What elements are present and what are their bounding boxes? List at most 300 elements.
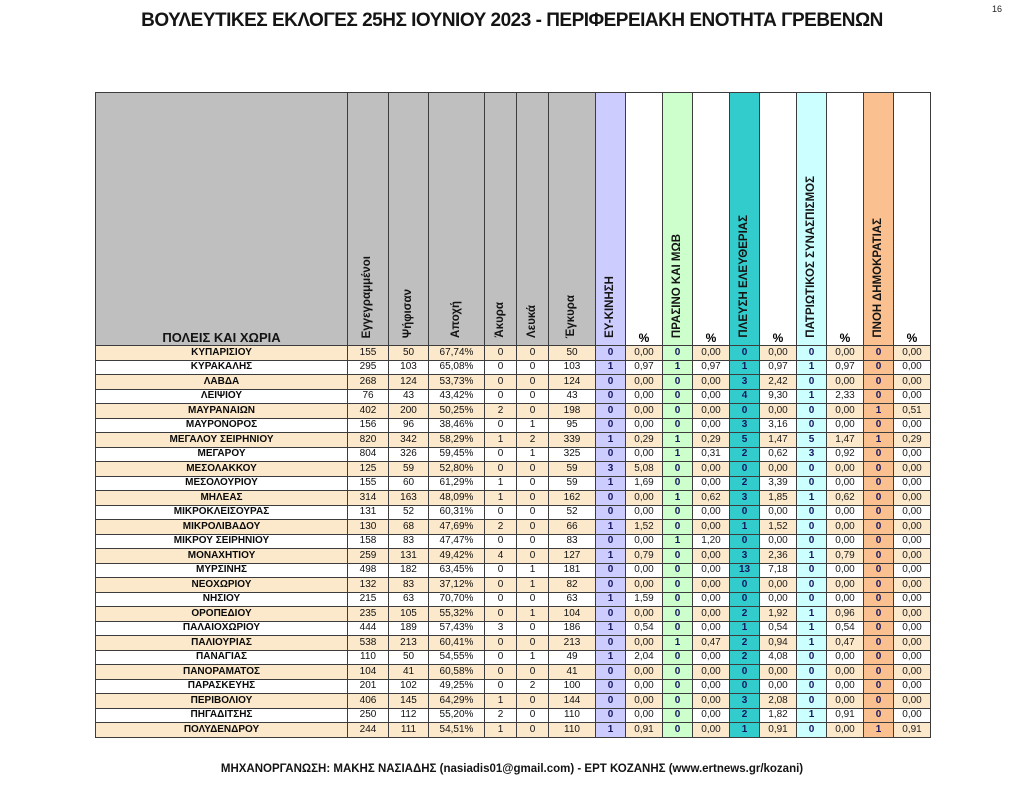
party-percent-cell: 0,29 <box>894 433 931 448</box>
stat-value-cell: 1 <box>517 447 549 462</box>
stat-value-cell: 102 <box>389 679 429 694</box>
party-percent-cell: 0,00 <box>894 360 931 375</box>
party-votes-cell: 0 <box>797 476 827 491</box>
city-name-cell: ΠΟΛΥΔΕΝΔΡΟΥ <box>96 723 348 738</box>
table-row <box>96 505 931 520</box>
party-percent-cell: 0,00 <box>827 404 864 419</box>
stat-value-cell: 1 <box>517 650 549 665</box>
party-votes-cell: 0 <box>596 636 626 651</box>
stat-value-cell: 63,45% <box>429 563 485 578</box>
stat-value-cell: 60 <box>389 476 429 491</box>
stat-value-cell: 110 <box>549 708 596 723</box>
stat-value-cell: 0 <box>485 447 517 462</box>
table-row <box>96 607 931 622</box>
stat-value-cell: 53,73% <box>429 375 485 390</box>
stat-value-cell: 0 <box>517 462 549 477</box>
stat-value-cell: 155 <box>348 476 389 491</box>
party-percent-cell: 0,00 <box>894 549 931 564</box>
stat-value-cell: 103 <box>389 360 429 375</box>
stat-value-cell: 820 <box>348 433 389 448</box>
party-percent-cell: 0,00 <box>626 505 663 520</box>
table-row <box>96 723 931 738</box>
party-votes-cell: 0 <box>663 694 693 709</box>
stat-value-cell: 60,31% <box>429 505 485 520</box>
city-name-cell: ΜΗΛΕΑΣ <box>96 491 348 506</box>
col-header-party <box>730 93 760 346</box>
col-header-party <box>596 93 626 346</box>
party-percent-cell: 0,97 <box>760 360 797 375</box>
page-title: ΒΟΥΛΕΥΤΙΚΕΣ ΕΚΛΟΓΕΣ 25ΗΣ ΙΟΥΝΙΟΥ 2023 - ΠΕΡΙΦΕΡΕΙΑΚΗ ΕΝΟΤΗΤΑ ΓΡΕΒΕΝΩΝ <box>141 10 883 31</box>
party-votes-cell: 0 <box>596 491 626 506</box>
party-votes-cell: 0 <box>663 375 693 390</box>
city-name-cell: ΜΟΝΑΧΗΤΙΟΥ <box>96 549 348 564</box>
stat-value-cell: 76 <box>348 389 389 404</box>
stat-value-cell: 111 <box>389 723 429 738</box>
party-percent-cell: 0,00 <box>894 607 931 622</box>
party-percent-cell: 0,91 <box>760 723 797 738</box>
party-percent-cell: 0,00 <box>693 375 730 390</box>
party-votes-cell: 1 <box>596 360 626 375</box>
party-votes-cell: 0 <box>663 723 693 738</box>
city-name-cell: ΚΥΠΑΡΙΣΙΟΥ <box>96 346 348 361</box>
party-percent-cell: 0,91 <box>827 708 864 723</box>
col-header-party-label: ΠΑΤΡΙΩΤΙΚΟΣ ΣΥΝΑΣΠΙΣΜΟΣ <box>804 176 817 338</box>
party-percent-cell: 0,00 <box>827 578 864 593</box>
party-percent-cell: 0,00 <box>760 679 797 694</box>
party-votes-cell: 0 <box>864 636 894 651</box>
city-name-cell: ΟΡΟΠΕΔΙΟΥ <box>96 607 348 622</box>
city-name-cell: ΜΥΡΣΙΝΗΣ <box>96 563 348 578</box>
party-percent-cell: 4,08 <box>760 650 797 665</box>
party-percent-cell: 0,00 <box>626 636 663 651</box>
stat-value-cell: 2 <box>485 520 517 535</box>
stat-value-cell: 295 <box>348 360 389 375</box>
table-row <box>96 708 931 723</box>
party-percent-cell: 0,00 <box>693 418 730 433</box>
party-votes-cell: 0 <box>596 375 626 390</box>
party-votes-cell: 0 <box>596 346 626 361</box>
stat-value-cell: 0 <box>517 360 549 375</box>
party-votes-cell: 0 <box>663 389 693 404</box>
table-row <box>96 433 931 448</box>
stat-value-cell: 1 <box>485 491 517 506</box>
party-votes-cell: 0 <box>797 505 827 520</box>
stat-value-cell: 124 <box>389 375 429 390</box>
party-percent-cell: 0,79 <box>827 549 864 564</box>
stat-value-cell: 130 <box>348 520 389 535</box>
party-percent-cell: 0,00 <box>827 563 864 578</box>
party-votes-cell: 2 <box>730 447 760 462</box>
stat-value-cell: 64,29% <box>429 694 485 709</box>
stat-value-cell: 0 <box>517 375 549 390</box>
party-votes-cell: 1 <box>596 520 626 535</box>
party-votes-cell: 3 <box>730 418 760 433</box>
party-votes-cell: 0 <box>864 694 894 709</box>
party-percent-cell: 3,16 <box>760 418 797 433</box>
stat-value-cell: 3 <box>485 621 517 636</box>
stat-value-cell: 235 <box>348 607 389 622</box>
party-percent-cell: 0,00 <box>626 404 663 419</box>
party-percent-cell: 1,52 <box>760 520 797 535</box>
stat-value-cell: 0 <box>485 360 517 375</box>
stat-value-cell: 0 <box>517 592 549 607</box>
col-header-percent: % <box>626 93 663 346</box>
party-percent-cell: 1,20 <box>693 534 730 549</box>
party-votes-cell: 0 <box>596 607 626 622</box>
party-percent-cell: 0,00 <box>827 665 864 680</box>
table-header-row <box>96 93 931 346</box>
party-votes-cell: 1 <box>596 621 626 636</box>
table-row <box>96 389 931 404</box>
party-votes-cell: 0 <box>596 563 626 578</box>
stat-value-cell: 314 <box>348 491 389 506</box>
party-votes-cell: 0 <box>730 346 760 361</box>
stat-value-cell: 0 <box>485 346 517 361</box>
city-name-cell: ΜΕΓΑΡΟΥ <box>96 447 348 462</box>
stat-value-cell: 104 <box>549 607 596 622</box>
col-header-party-label: ΠΝΟΗ ΔΗΜΟΚΡΑΤΙΑΣ <box>871 218 884 338</box>
party-votes-cell: 0 <box>730 578 760 593</box>
party-percent-cell: 0,91 <box>626 723 663 738</box>
party-votes-cell: 0 <box>797 346 827 361</box>
party-percent-cell: 0,97 <box>626 360 663 375</box>
stat-value-cell: 95 <box>549 418 596 433</box>
stat-value-cell: 213 <box>549 636 596 651</box>
party-percent-cell: 0,00 <box>693 694 730 709</box>
col-header-stat-label: Αποχή <box>449 300 462 338</box>
city-name-cell: ΛΑΒΔΑ <box>96 375 348 390</box>
city-name-cell: ΜΙΚΡΟΚΛΕΙΣΟΥΡΑΣ <box>96 505 348 520</box>
party-votes-cell: 3 <box>730 375 760 390</box>
stat-value-cell: 0 <box>485 607 517 622</box>
party-votes-cell: 0 <box>663 549 693 564</box>
table-row <box>96 462 931 477</box>
party-votes-cell: 0 <box>864 665 894 680</box>
party-percent-cell: 0,97 <box>827 360 864 375</box>
table-row <box>96 447 931 462</box>
party-votes-cell: 1 <box>797 621 827 636</box>
party-percent-cell: 0,00 <box>760 534 797 549</box>
stat-value-cell: 0 <box>485 679 517 694</box>
party-votes-cell: 1 <box>797 360 827 375</box>
stat-value-cell: 43 <box>549 389 596 404</box>
col-header-percent: % <box>693 93 730 346</box>
party-percent-cell: 0,00 <box>693 389 730 404</box>
party-percent-cell: 0,00 <box>626 447 663 462</box>
stat-value-cell: 0 <box>517 723 549 738</box>
party-votes-cell: 1 <box>730 723 760 738</box>
party-votes-cell: 0 <box>864 360 894 375</box>
stat-value-cell: 0 <box>517 665 549 680</box>
party-percent-cell: 0,00 <box>626 375 663 390</box>
stat-value-cell: 37,12% <box>429 578 485 593</box>
stat-value-cell: 60,58% <box>429 665 485 680</box>
party-votes-cell: 0 <box>663 665 693 680</box>
party-votes-cell: 0 <box>864 708 894 723</box>
party-votes-cell: 0 <box>596 578 626 593</box>
stat-value-cell: 0 <box>485 505 517 520</box>
party-percent-cell: 0,00 <box>693 563 730 578</box>
col-header-stat <box>517 93 549 346</box>
party-percent-cell: 2,08 <box>760 694 797 709</box>
stat-value-cell: 110 <box>348 650 389 665</box>
party-percent-cell: 0,00 <box>760 346 797 361</box>
party-votes-cell: 3 <box>730 549 760 564</box>
party-votes-cell: 0 <box>730 679 760 694</box>
stat-value-cell: 0 <box>517 346 549 361</box>
party-percent-cell: 0,00 <box>894 346 931 361</box>
party-votes-cell: 0 <box>596 694 626 709</box>
party-percent-cell: 3,39 <box>760 476 797 491</box>
party-votes-cell: 0 <box>663 650 693 665</box>
party-percent-cell: 1,82 <box>760 708 797 723</box>
stat-value-cell: 0 <box>485 375 517 390</box>
party-votes-cell: 0 <box>730 505 760 520</box>
stat-value-cell: 132 <box>348 578 389 593</box>
stat-value-cell: 0 <box>517 708 549 723</box>
col-header-stat-label: Εγγεγραμμένοι <box>361 255 374 338</box>
party-percent-cell: 0,00 <box>894 665 931 680</box>
party-votes-cell: 0 <box>797 404 827 419</box>
party-votes-cell: 0 <box>730 462 760 477</box>
stat-value-cell: 66 <box>549 520 596 535</box>
party-percent-cell: 0,00 <box>827 375 864 390</box>
stat-value-cell: 215 <box>348 592 389 607</box>
party-percent-cell: 0,00 <box>626 346 663 361</box>
party-percent-cell: 0,96 <box>827 607 864 622</box>
stat-value-cell: 49,25% <box>429 679 485 694</box>
party-votes-cell: 5 <box>730 433 760 448</box>
stat-value-cell: 186 <box>549 621 596 636</box>
party-percent-cell: 0,00 <box>626 708 663 723</box>
table-row <box>96 650 931 665</box>
party-votes-cell: 0 <box>663 592 693 607</box>
stat-value-cell: 131 <box>348 505 389 520</box>
party-percent-cell: 0,00 <box>827 346 864 361</box>
party-percent-cell: 0,54 <box>626 621 663 636</box>
party-percent-cell: 0,00 <box>827 650 864 665</box>
stat-value-cell: 50 <box>549 346 596 361</box>
stat-value-cell: 0 <box>485 578 517 593</box>
col-header-party <box>797 93 827 346</box>
stat-value-cell: 325 <box>549 447 596 462</box>
city-name-cell: ΜΕΣΟΛΑΚΚΟΥ <box>96 462 348 477</box>
table-row <box>96 592 931 607</box>
party-percent-cell: 0,00 <box>626 418 663 433</box>
party-votes-cell: 0 <box>797 694 827 709</box>
stat-value-cell: 63 <box>549 592 596 607</box>
party-votes-cell: 1 <box>596 723 626 738</box>
party-percent-cell: 0,00 <box>894 636 931 651</box>
city-name-cell: ΝΗΣΙΟΥ <box>96 592 348 607</box>
stat-value-cell: 48,09% <box>429 491 485 506</box>
stat-value-cell: 57,43% <box>429 621 485 636</box>
table-row <box>96 346 931 361</box>
table-row <box>96 665 931 680</box>
party-percent-cell: 0,00 <box>827 694 864 709</box>
party-percent-cell: 0,00 <box>827 476 864 491</box>
party-percent-cell: 0,00 <box>693 592 730 607</box>
party-votes-cell: 13 <box>730 563 760 578</box>
party-votes-cell: 0 <box>663 462 693 477</box>
table-row <box>96 375 931 390</box>
party-votes-cell: 0 <box>663 563 693 578</box>
party-percent-cell: 0,29 <box>693 433 730 448</box>
col-header-stat <box>549 93 596 346</box>
table-row <box>96 476 931 491</box>
stat-value-cell: 4 <box>485 549 517 564</box>
table-row <box>96 621 931 636</box>
col-header-party-label: ΠΛΕΥΣΗ ΕΛΕΥΘΕΡΙΑΣ <box>737 215 750 338</box>
table-row <box>96 520 931 535</box>
stat-value-cell: 65,08% <box>429 360 485 375</box>
stat-value-cell: 59 <box>549 462 596 477</box>
stat-value-cell: 250 <box>348 708 389 723</box>
party-votes-cell: 0 <box>864 462 894 477</box>
party-votes-cell: 0 <box>864 346 894 361</box>
party-votes-cell: 0 <box>663 621 693 636</box>
party-votes-cell: 0 <box>864 578 894 593</box>
stat-value-cell: 0 <box>517 534 549 549</box>
stat-value-cell: 189 <box>389 621 429 636</box>
party-percent-cell: 0,00 <box>693 520 730 535</box>
stat-value-cell: 55,32% <box>429 607 485 622</box>
city-name-cell: ΠΗΓΑΔΙΤΣΗΣ <box>96 708 348 723</box>
party-votes-cell: 0 <box>864 650 894 665</box>
party-percent-cell: 0,00 <box>693 679 730 694</box>
party-percent-cell: 0,00 <box>693 404 730 419</box>
stat-value-cell: 83 <box>389 534 429 549</box>
city-name-cell: ΜΕΓΑΛΟΥ ΣΕΙΡΗΝΙΟΥ <box>96 433 348 448</box>
party-percent-cell: 0,00 <box>827 505 864 520</box>
stat-value-cell: 38,46% <box>429 418 485 433</box>
party-percent-cell: 0,94 <box>760 636 797 651</box>
stat-value-cell: 444 <box>348 621 389 636</box>
party-votes-cell: 0 <box>663 679 693 694</box>
stat-value-cell: 68 <box>389 520 429 535</box>
city-name-cell: ΜΕΣΟΛΟΥΡΙΟΥ <box>96 476 348 491</box>
table-row <box>96 694 931 709</box>
party-percent-cell: 0,00 <box>626 563 663 578</box>
stat-value-cell: 0 <box>517 491 549 506</box>
party-percent-cell: 0,00 <box>693 665 730 680</box>
party-votes-cell: 0 <box>797 665 827 680</box>
party-percent-cell: 1,69 <box>626 476 663 491</box>
party-votes-cell: 0 <box>596 505 626 520</box>
party-votes-cell: 0 <box>730 665 760 680</box>
city-name-cell: ΠΑΛΙΟΥΡΙΑΣ <box>96 636 348 651</box>
party-votes-cell: 1 <box>730 360 760 375</box>
party-votes-cell: 0 <box>864 476 894 491</box>
party-percent-cell: 0,00 <box>894 462 931 477</box>
party-percent-cell: 0,00 <box>626 679 663 694</box>
party-votes-cell: 2 <box>730 636 760 651</box>
party-percent-cell: 0,47 <box>827 636 864 651</box>
table-row <box>96 679 931 694</box>
stat-value-cell: 60,41% <box>429 636 485 651</box>
party-percent-cell: 0,00 <box>827 534 864 549</box>
city-name-cell: ΠΑΝΟΡΑΜΑΤΟΣ <box>96 665 348 680</box>
party-percent-cell: 0,00 <box>894 375 931 390</box>
party-percent-cell: 0,00 <box>626 694 663 709</box>
stat-value-cell: 49,42% <box>429 549 485 564</box>
city-name-cell: ΜΑΥΡΟΝΟΡΟΣ <box>96 418 348 433</box>
stat-value-cell: 163 <box>389 491 429 506</box>
party-percent-cell: 0,47 <box>693 636 730 651</box>
party-votes-cell: 1 <box>797 708 827 723</box>
stat-value-cell: 538 <box>348 636 389 651</box>
stat-value-cell: 1 <box>517 607 549 622</box>
party-percent-cell: 0,00 <box>894 592 931 607</box>
party-percent-cell: 0,00 <box>626 578 663 593</box>
party-percent-cell: 0,00 <box>827 723 864 738</box>
col-header-stat <box>485 93 517 346</box>
col-header-stat <box>389 93 429 346</box>
party-votes-cell: 1 <box>864 723 894 738</box>
stat-value-cell: 127 <box>549 549 596 564</box>
party-votes-cell: 0 <box>596 708 626 723</box>
party-percent-cell: 0,00 <box>894 476 931 491</box>
stat-value-cell: 259 <box>348 549 389 564</box>
party-percent-cell: 0,00 <box>626 534 663 549</box>
stat-value-cell: 0 <box>485 418 517 433</box>
col-header-percent: % <box>760 93 797 346</box>
stat-value-cell: 110 <box>549 723 596 738</box>
party-percent-cell: 0,00 <box>693 578 730 593</box>
party-percent-cell: 0,00 <box>894 650 931 665</box>
party-votes-cell: 1 <box>730 621 760 636</box>
col-header-party <box>864 93 894 346</box>
party-percent-cell: 1,52 <box>626 520 663 535</box>
col-header-cities-and-villages: ΠΟΛΕΙΣ ΚΑΙ ΧΩΡΙΑ <box>96 93 348 346</box>
party-percent-cell: 0,00 <box>894 520 931 535</box>
stat-value-cell: 200 <box>389 404 429 419</box>
party-votes-cell: 0 <box>864 418 894 433</box>
table-row <box>96 578 931 593</box>
col-header-stat <box>429 93 485 346</box>
party-percent-cell: 0,54 <box>827 621 864 636</box>
footer-credit: ΜΗΧΑΝΟΡΓΑΝΩΣΗ: ΜΑΚΗΣ ΝΑΣΙΑΔΗΣ (nasiadis01@gmail.com) - ΕΡΤ ΚΟΖΑΝΗΣ (www.ertnews.gr/kozani) <box>220 763 804 775</box>
party-percent-cell: 0,00 <box>693 650 730 665</box>
party-votes-cell: 5 <box>797 433 827 448</box>
table-row <box>96 404 931 419</box>
party-percent-cell: 9,30 <box>760 389 797 404</box>
party-votes-cell: 1 <box>730 520 760 535</box>
party-votes-cell: 0 <box>864 447 894 462</box>
party-votes-cell: 1 <box>663 433 693 448</box>
party-percent-cell: 0,00 <box>894 389 931 404</box>
party-percent-cell: 1,47 <box>827 433 864 448</box>
col-header-percent: % <box>894 93 931 346</box>
party-percent-cell: 0,62 <box>827 491 864 506</box>
stat-value-cell: 2 <box>485 708 517 723</box>
stat-value-cell: 47,69% <box>429 520 485 535</box>
stat-value-cell: 339 <box>549 433 596 448</box>
party-votes-cell: 0 <box>663 505 693 520</box>
party-votes-cell: 0 <box>596 534 626 549</box>
stat-value-cell: 54,51% <box>429 723 485 738</box>
party-percent-cell: 0,00 <box>894 534 931 549</box>
stat-value-cell: 105 <box>389 607 429 622</box>
party-votes-cell: 1 <box>596 592 626 607</box>
party-percent-cell: 0,00 <box>894 505 931 520</box>
city-name-cell: ΜΙΚΡΟΛΙΒΑΔΟΥ <box>96 520 348 535</box>
stat-value-cell: 82 <box>549 578 596 593</box>
party-votes-cell: 0 <box>730 404 760 419</box>
party-votes-cell: 1 <box>797 636 827 651</box>
party-votes-cell: 2 <box>730 607 760 622</box>
party-percent-cell: 0,00 <box>760 404 797 419</box>
